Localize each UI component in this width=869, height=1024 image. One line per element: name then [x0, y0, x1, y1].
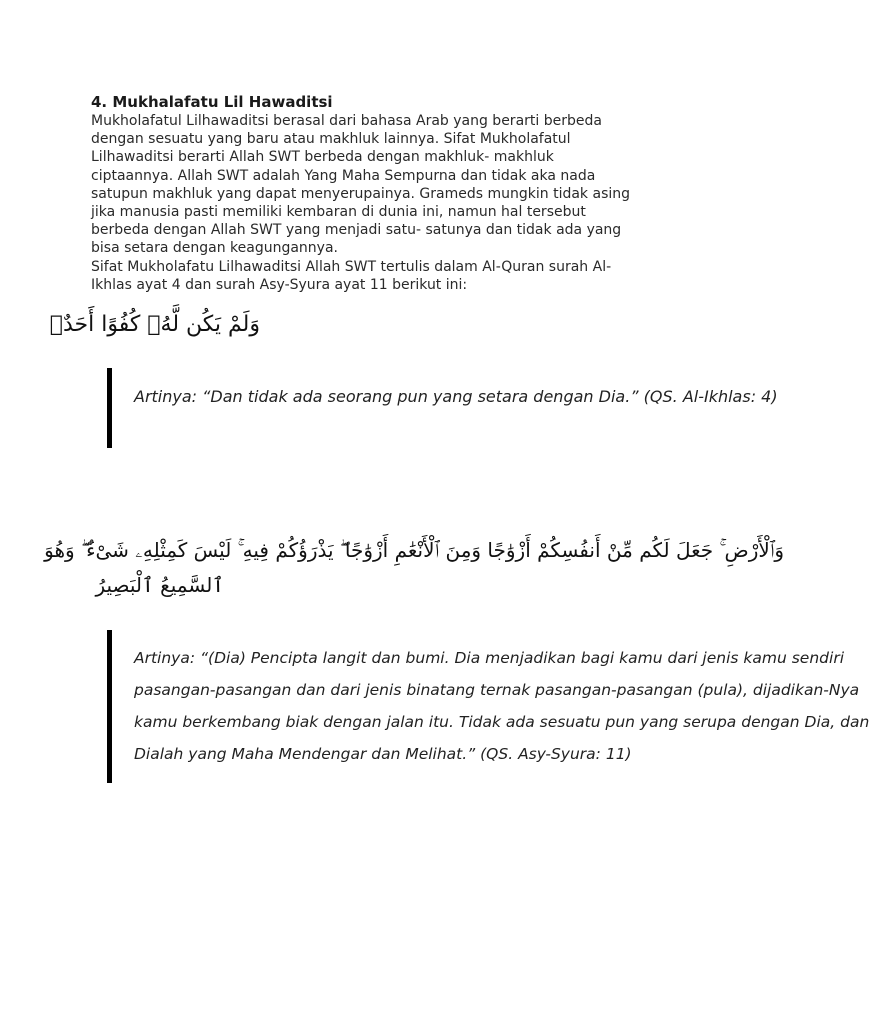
- text-section: [91, 93, 691, 294]
- quote-block-ikhlas: [107, 368, 778, 448]
- arabic-verse-syura-line-1: وَٱلْأَرْضِ ۚ جَعَلَ لَكُم مِّنْ أَنفُسِكُمْ أَزْوَٰجًا وَمِنَ ٱلْأَنْعَٰمِ أَزْوَٰجًا ۖ يَذْرَؤُكُمْ فِيهِ ۚ لَيْسَ كَمِثْلِهِۦ شَىْءٌ ۖ وَهُوَ: [44, 538, 784, 562]
- translation-ikhlas: Artinya: “Dan tidak ada seorang pun yang setara dengan Dia.” (QS. Al-Ikhlas: 4): [134, 387, 778, 406]
- translation-syura-line: kamu berkembang biak dengan jalan itu. Tidak ada sesuatu pun yang serupa dengan Dia, dan: [134, 713, 869, 731]
- translation-syura: [134, 642, 869, 770]
- body-paragraph-1: Mukholafatul Lilhawaditsi berasal dari bahasa Arab yang berarti berbeda dengan sesuatu yang baru atau makhluk lainnya. Sifat Mukholafatul Lilhawaditsi berarti Allah SWT berbeda dengan makhluk- makhluk ciptaannya. Allah SWT adalah Yang Maha Sempurna dan tidak aka nada satupun makhluk yang dapat menyerupainya. Grameds mungkin tidak asing jika manusia pasti memiliki kembaran di dunia ini, namun hal tersebut berbeda dengan Allah SWT yang menjadi satu- satunya dan tidak ada yang bisa setara dengan keagungannya.: [91, 113, 631, 257]
- arabic-verse-ikhlas: وَلَمْ يَكُن لَّهُۥ كُفُوًا أَحَدٌۢ: [49, 312, 260, 337]
- section-heading: 4. Mukhalafatu Lil Hawaditsi: [91, 93, 333, 111]
- arabic-verse-syura-line-2: ٱلسَّمِيعُ ٱلْبَصِيرُ: [95, 573, 224, 597]
- quote-block-syura: [107, 630, 869, 783]
- body-paragraph-2: Sifat Mukholafatu Lilhawaditsi Allah SWT tertulis dalam Al-Quran surah Al- Ikhlas ayat 4 dan surah Asy-Syura ayat 11 berikut ini:: [91, 258, 612, 293]
- translation-syura-line: pasangan-pasangan dan dari jenis binatang ternak pasangan-pasangan (pula), dijadikan-Nya: [134, 681, 860, 699]
- translation-syura-line: Dialah yang Maha Mendengar dan Melihat.” (QS. Asy-Syura: 11): [134, 745, 632, 763]
- translation-syura-line: Artinya: “(Dia) Pencipta langit dan bumi. Dia menjadikan bagi kamu dari jenis kamu sendiri: [134, 649, 844, 667]
